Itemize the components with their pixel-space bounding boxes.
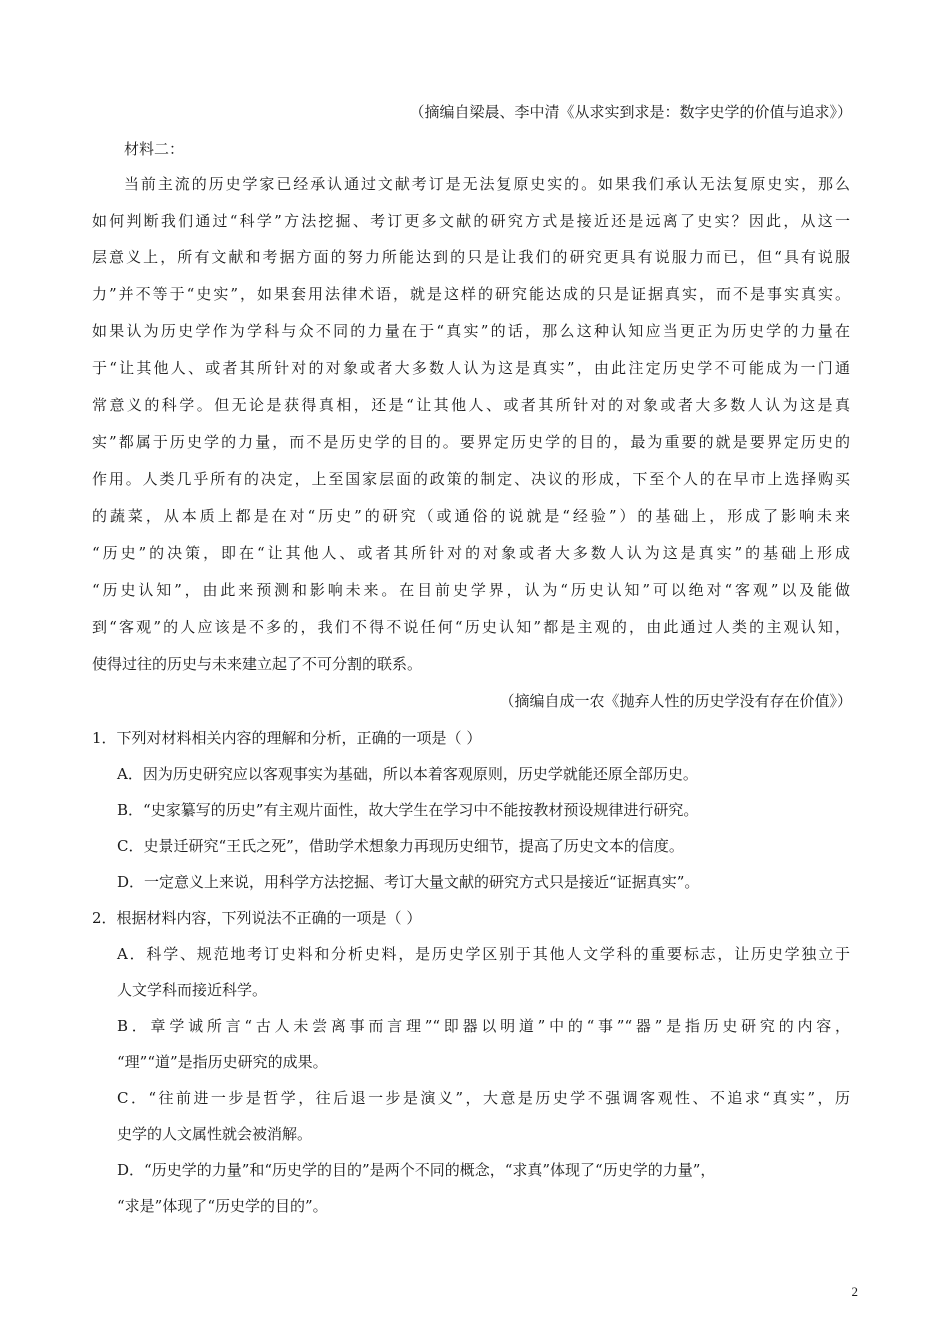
option-d: D．一定意义上来说，用科学方法挖掘、考订大量文献的研究方式只是接近“证据真实”。: [117, 873, 700, 891]
source-citation-2: （摘编自成一农《抛弃人性的历史学没有存在价值》）: [499, 692, 852, 710]
paragraph-line: 力”并不等于“史实”，如果套用法律术语，就是这样的研究能达成的只是证据真实，而不是事实真实。: [92, 285, 850, 303]
source-citation-1: （摘编自梁晨、李中清《从求实到求是：数字史学的价值与追求》）: [409, 103, 852, 121]
question-stem: 2．根据材料内容，下列说法不正确的一项是（ ）: [92, 909, 422, 927]
option-c: C．史景迁研究“王氏之死”，借助学术想象力再现历史细节，提高了历史文本的信度。: [117, 837, 684, 855]
paragraph-line: 如果认为历史学作为学科与众不同的力量在于“真实”的话，那么这种认知应当更正为历史学的力量在: [92, 322, 850, 340]
option-a: A．因为历史研究应以客观事实为基础，所以本着客观原则，历史学就能还原全部历史。: [117, 765, 698, 783]
option-d-cont: “求是”体现了“历史学的目的”。: [117, 1197, 328, 1215]
paragraph-line: “历史认知”，由此来预测和影响未来。在目前史学界，认为“历史认知”可以绝对“客观”以及能做: [92, 581, 850, 599]
paragraph-line: 常意义的科学。但无论是获得真相，还是“让其他人、或者其所针对的对象或者大多数人认为这是真: [92, 396, 850, 414]
paragraph-line: 层意义上，所有文献和考据方面的努力所能达到的只是让我们的研究更具有说服力而已，但“具有说服: [92, 248, 850, 266]
option-b-cont: “理”“道”是指历史研究的成果。: [117, 1053, 328, 1071]
material-label: 材料二：: [124, 140, 185, 158]
option-a-cont: 人文学科而接近科学。: [117, 981, 268, 999]
option-c: C．“往前进一步是哲学，往后退一步是演义”，大意是历史学不强调客观性、不追求“真实”，历: [117, 1089, 850, 1107]
paragraph-line: 于“让其他人、或者其所针对的对象或者大多数人认为这是真实”，由此注定历史学不可能成为一门通: [92, 359, 850, 377]
option-c-cont: 史学的人文属性就会被消解。: [117, 1125, 313, 1143]
paragraph-line: 作用。人类几乎所有的决定，上至国家层面的政策的制定、决议的形成，下至个人的在早市上选择购买: [92, 470, 850, 488]
paragraph-line: 实”都属于历史学的力量，而不是历史学的目的。要界定历史学的目的，最为重要的就是要界定历史的: [92, 433, 850, 451]
paragraph-line: “历史”的决策，即在“让其他人、或者其所针对的对象或者大多数人认为这是真实”的基础上形成: [92, 544, 850, 562]
paragraph-line: 如何判断我们通过“科学”方法挖掘、考订更多文献的研究方式是接近还是远离了史实？因此，从这一: [92, 212, 850, 230]
paragraph-line: 到“客观”的人应该是不多的，我们不得不说任何“历史认知”都是主观的，由此通过人类的主观认知，: [92, 618, 850, 636]
option-b: B．章学诚所言“古人未尝离事而言理”“即器以明道”中的“事”“器”是指历史研究的内容，: [117, 1017, 850, 1035]
question-stem: 1．下列对材料相关内容的理解和分析，正确的一项是（ ）: [92, 729, 482, 747]
option-d: D．“历史学的力量”和“历史学的目的”是两个不同的概念，“求真”体现了“历史学的力量”，: [117, 1161, 716, 1179]
paragraph-line: 当前主流的历史学家已经承认通过文献考订是无法复原史实的。如果我们承认无法复原史实，那么: [124, 175, 850, 193]
option-a: A．科学、规范地考订史料和分析史料，是历史学区别于其他人文学科的重要标志，让历史学独立于: [117, 945, 850, 963]
page-number: 2: [851, 1284, 858, 1299]
paragraph-line: 使得过往的历史与未来建立起了不可分割的联系。: [92, 655, 423, 673]
option-b: B．“史家纂写的历史”有主观片面性，故大学生在学习中不能按教材预设规律进行研究。: [117, 801, 699, 819]
paragraph-line: 的蔬菜，从本质上都是在对“历史”的研究（或通俗的说就是“经验”）的基础上，形成了影响未来: [92, 507, 850, 525]
